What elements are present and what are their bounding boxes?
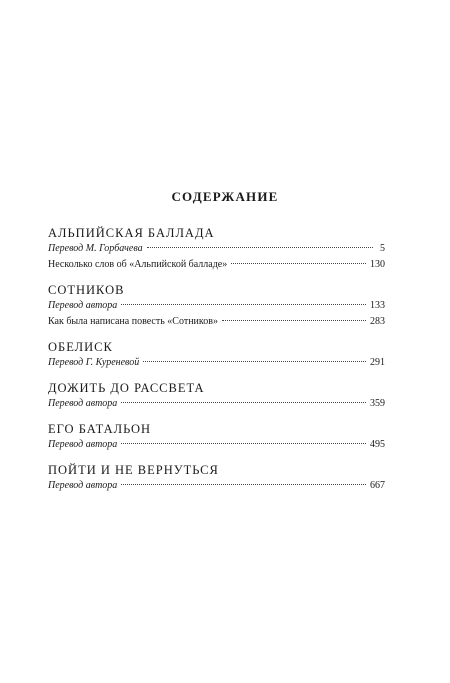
page-number: 130 — [370, 259, 385, 270]
page-number: 495 — [370, 439, 385, 450]
toc-entry[interactable] — [48, 478, 385, 494]
dot-leader — [222, 320, 366, 321]
entry-label: Перевод автора — [48, 300, 118, 311]
toc-section — [48, 226, 385, 273]
toc-entry[interactable] — [48, 298, 385, 314]
entry-label: Перевод Г. Куреневой — [48, 357, 140, 368]
page-number: 291 — [370, 357, 385, 368]
page-number: 667 — [370, 480, 385, 491]
entry-label: Перевод автора — [48, 398, 118, 409]
toc-section — [48, 283, 385, 330]
entry-label: Перевод автора — [48, 480, 118, 491]
entry-label: Как была написана повесть «Сотников» — [48, 316, 218, 327]
toc-section — [48, 340, 385, 371]
dot-leader — [121, 402, 366, 403]
dot-leader — [143, 361, 366, 362]
entry-label: Перевод М. Горбачева — [48, 243, 143, 254]
toc-entry[interactable] — [48, 355, 385, 371]
section-title: ЕГО БАТАЛЬОН — [48, 422, 152, 436]
toc-section — [48, 463, 385, 494]
dot-leader — [121, 484, 366, 485]
section-title: СОТНИКОВ — [48, 283, 125, 297]
toc-entry[interactable] — [48, 437, 385, 453]
toc-heading: СОДЕРЖАНИЕ — [171, 189, 279, 204]
table-of-contents — [48, 226, 385, 504]
page-number: 133 — [370, 300, 385, 311]
dot-leader — [121, 304, 366, 305]
toc-entry[interactable] — [48, 396, 385, 412]
entry-label: Несколько слов об «Альпийской балладе» — [48, 259, 228, 270]
section-title: ПОЙТИ И НЕ ВЕРНУТЬСЯ — [48, 463, 219, 477]
page-number: 283 — [370, 316, 385, 327]
page-number: 5 — [380, 243, 385, 254]
toc-section — [48, 422, 385, 453]
entry-label: Перевод автора — [48, 439, 118, 450]
section-title: АЛЬПИЙСКАЯ БАЛЛАДА — [48, 226, 215, 240]
toc-entry[interactable] — [48, 241, 385, 257]
toc-section — [48, 381, 385, 412]
section-title: ДОЖИТЬ ДО РАССВЕТА — [48, 381, 205, 395]
section-title: ОБЕЛИСК — [48, 340, 113, 354]
toc-entry[interactable] — [48, 257, 385, 273]
page-number: 359 — [370, 398, 385, 409]
dot-leader — [121, 443, 366, 444]
toc-entry[interactable] — [48, 314, 385, 330]
dot-leader — [147, 247, 373, 248]
dot-leader — [231, 263, 366, 264]
